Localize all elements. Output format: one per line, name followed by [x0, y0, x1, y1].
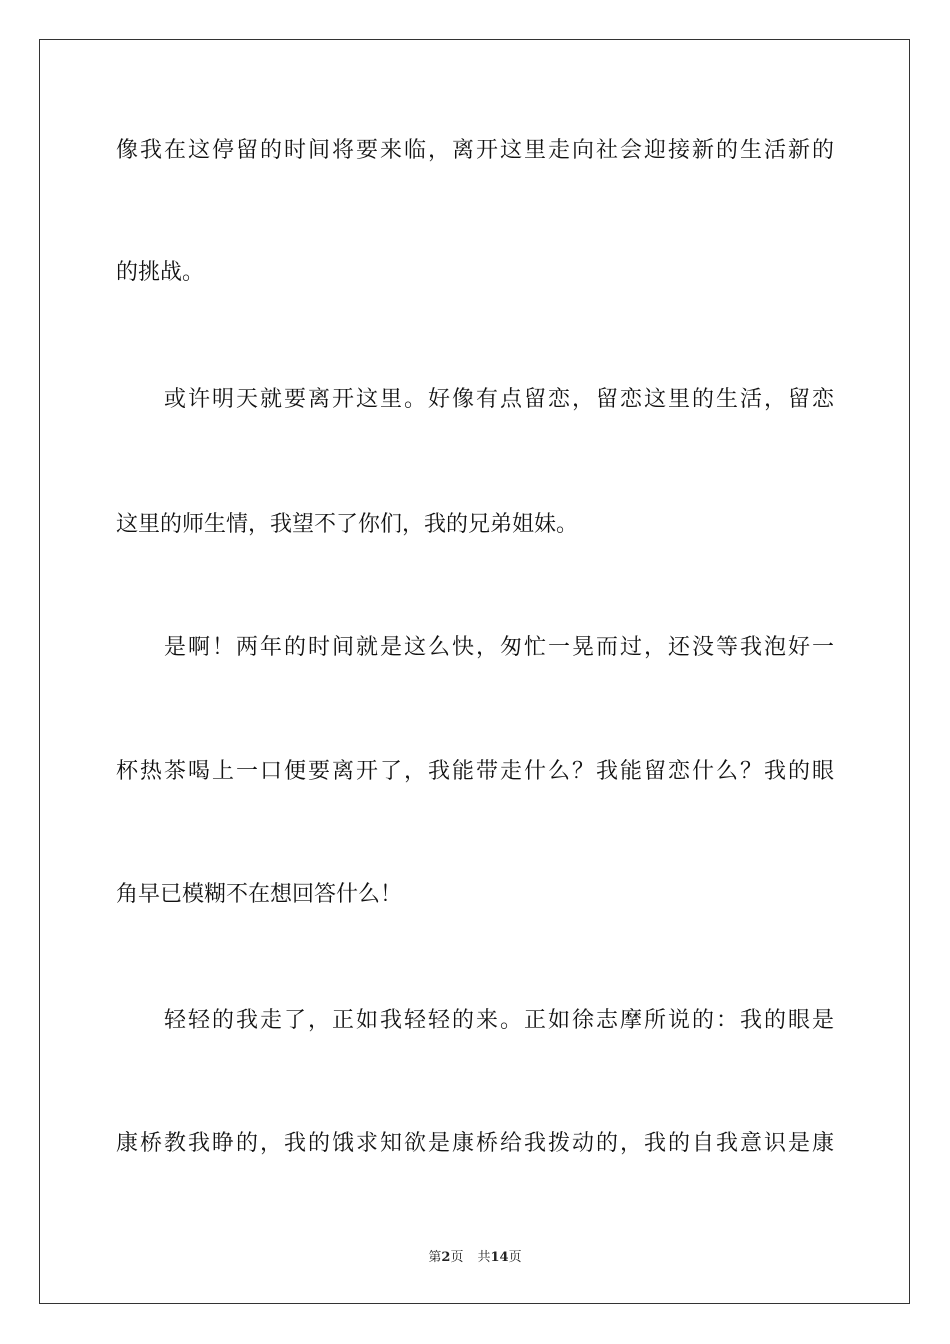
page-border	[39, 39, 910, 1304]
page-prefix: 第	[428, 1250, 442, 1265]
text-line: 杯热茶喝上一口便要离开了，我能带走什么？我能留恋什么？我的眼	[116, 759, 834, 784]
text-line: 角早已模糊不在想回答什么！	[116, 882, 403, 907]
page-current: 2	[441, 1250, 451, 1265]
page-suffix: 页	[450, 1250, 464, 1265]
text-line: 这里的师生情，我望不了你们，我的兄弟姐妹。	[116, 512, 579, 537]
text-line: 轻轻的我走了，正如我轻轻的来。正如徐志摩所说的：我的眼是	[164, 1008, 834, 1033]
page-total: 14	[490, 1250, 509, 1265]
text-line: 像我在这停留的时间将要来临，离开这里走向社会迎接新的生活新的	[116, 138, 834, 163]
text-line: 的挑战。	[116, 260, 205, 285]
text-line: 康桥教我睁的，我的饿求知欲是康桥给我拨动的，我的自我意识是康	[116, 1131, 834, 1156]
text-line: 是啊！两年的时间就是这么快，匆忙一晃而过，还没等我泡好一	[164, 635, 834, 660]
total-suffix: 页	[508, 1250, 522, 1265]
text-line: 或许明天就要离开这里。好像有点留恋，留恋这里的生活，留恋	[164, 387, 834, 412]
total-prefix: 共	[477, 1250, 491, 1265]
page-footer	[0, 1246, 950, 1265]
